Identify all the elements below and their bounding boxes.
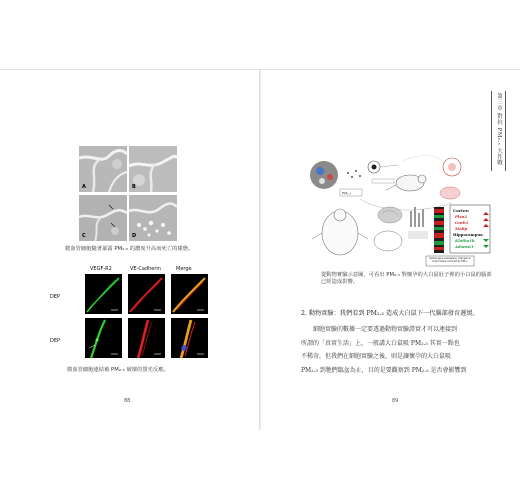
body-line-3: 不稀奇，但我們在細胞實驗之後，則是讓懷孕的大白鼠吸 (301, 353, 452, 360)
diagram-caption: 從動物實驗示意圖，可看出 PM₂.₅ 對懷孕的大白鼠肚子裡的小白鼠的腦部已經造成影響。 (321, 272, 492, 285)
gene-label-1: Plxn2 (455, 214, 467, 219)
fluorescence-figure (50, 266, 210, 364)
fluo-merge-1 (171, 274, 208, 314)
body-paragraph (301, 323, 496, 377)
right-page-number: 89 (392, 398, 399, 404)
gene-label-2: Gnrh1 (455, 220, 469, 225)
micro-label-c: C (82, 233, 86, 239)
micro-label-a: A (82, 184, 86, 190)
pm-label: PM₂.₅ (342, 191, 352, 196)
micro-label-d: D (132, 233, 137, 239)
animal-experiment-diagram (302, 153, 502, 268)
exposure-chamber-icon (310, 161, 338, 189)
fluo-row-label-1: DEP (50, 294, 61, 300)
fluo-row-label-2: DEP (50, 338, 61, 344)
fluo-red-2 (128, 318, 165, 358)
chapter-side-tab-label: 第三章 對抗 PM₂.₅ 大作戰 (496, 93, 502, 166)
fluo-header-merge: Merge (176, 266, 192, 272)
microscopy-figure (79, 146, 177, 241)
micro-panel-a (79, 146, 127, 192)
bottom-summary-text: Global gene expression changes in brain tissue induced by PM₂.₅ (429, 256, 471, 263)
brain-icon (378, 207, 402, 223)
fluo-caption: 微血管細胞連結被 PM₂.₅ 破壞的螢光反應。 (67, 367, 169, 373)
fluo-header-vegfr2: VEGF-R2 (90, 266, 112, 272)
body-line-4: PM₂.₅ 到牠們臨盆為止，目的是要觀察到 PM₂.₅ 是否會影響到 (301, 366, 467, 374)
fluo-red-1 (128, 274, 165, 314)
expression-bars (408, 207, 428, 239)
gene-label-5: Klotho1b (455, 238, 475, 243)
gene-label-6: Adamst1 (455, 244, 474, 249)
gene-box-title: Cortex: (453, 208, 470, 213)
gene-label-3: Malip (455, 226, 468, 231)
micro-label-b: B (132, 184, 136, 190)
left-page-number: 88 (124, 398, 131, 404)
micro-panel-b (129, 146, 177, 192)
section-heading: 2. 動物實驗：我們看到 PM₂.₅ 造成大白鼠下一代腦部發育遲緩。 (301, 310, 479, 317)
heatmap (434, 207, 444, 253)
fluo-green-2 (85, 318, 122, 358)
micro-caption: 微血管細胞隨著暴露 PM₂.₅ 的濃度升高而死亡的樣態。 (65, 246, 194, 252)
gene-label-4: Hippocampus: (453, 232, 484, 237)
fluo-merge-2 (171, 318, 208, 358)
micro-panel-c (79, 195, 127, 241)
micro-panel-d (129, 195, 177, 241)
fluo-header-vecadherin: VE-Cadherin (130, 266, 161, 272)
body-line-1: 細胞實驗的數據一定要透過動物實驗證實才可以連接到 (313, 326, 458, 333)
body-line-2: 所謂的「真實生活」上，一般講大白鼠吸 PM₂.₅ 其實一點也 (301, 339, 460, 347)
fluo-green-1 (85, 274, 122, 314)
